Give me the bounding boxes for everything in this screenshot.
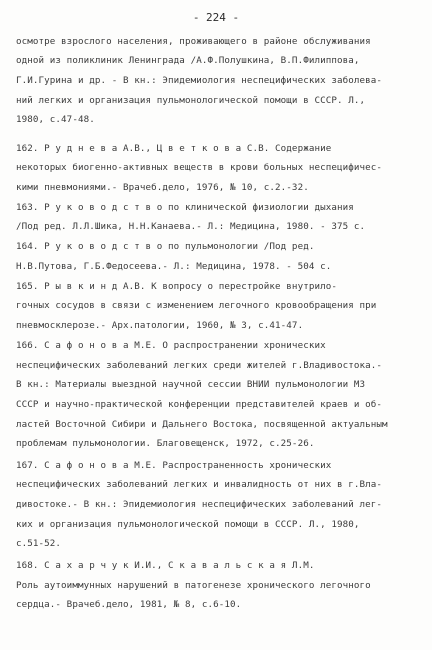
text-line: Роль аутоиммунных нарушений в патогенезе хронического легочного [16, 580, 371, 591]
text-line: В кн.: Материалы выездной научной сессии ВНИИ пульмонологии МЗ [16, 379, 366, 390]
text-line: 1980, с.47-48. [16, 114, 95, 125]
text-line: ких и организация пульмонологической помощи в СССР. Л., 1980, [16, 519, 360, 530]
text-line: Г.И.Гурина и др. - В кн.: Эпидемиология неспецифических заболева- [16, 75, 383, 86]
reference-168-line: 168. С а х а р ч у к И.И., С к а в а л ь с к а я Л.М. [16, 560, 315, 571]
text-line: сердца.- Врачеб.дело, 1981, № 8, с.6-10. [16, 599, 242, 610]
text-line: проблемам пульмонологии. Благовещенск, 1972, с.25-26. [16, 438, 315, 449]
reference-164-line: 164. Р у к о в о д с т в о по пульмонологии /Под ред. [16, 241, 315, 252]
reference-165-line: 165. Р ы в к и н д А.В. К вопросу о перестройке внутрило- [16, 281, 337, 292]
text-line: /Под ред. Л.Л.Шика, Н.Н.Канаева.- Л.: Медицина, 1980. - 375 с. [16, 221, 366, 232]
text-line: гочных сосудов в связи с изменением легочного кровообращения при [16, 300, 377, 311]
reference-167-line: 167. С а ф о н о в а М.Е. Распространенность хронических [16, 460, 332, 471]
text-line: Н.В.Путова, Г.Б.Федосеева.- Л.: Медицина, 1978. - 504 с. [16, 261, 332, 272]
text-line: ний легких и организация пульмонологической помощи в СССР. Л., [16, 95, 366, 106]
text-line: осмотре взрослого населения, проживающего в районе обслуживания [16, 36, 371, 47]
text-line: СССР и научно-практической конференции представителей краев и об- [16, 399, 383, 410]
text-line: ластей Восточной Сибири и Дальнего Востока, посвященной актуальным [16, 419, 388, 430]
reference-166-line: 166. С а ф о н о в а М.Е. О распространении хронических [16, 340, 326, 351]
page-number: - 224 - [192, 11, 240, 24]
text-line: кими пневмониями.- Врачеб.дело, 1976, № 10, с.2.-32. [16, 182, 309, 193]
text-line: неспецифических заболеваний легких среди жителей г.Владивостока.- [16, 360, 383, 371]
text-line: одной из поликлиник Ленинграда /А.Ф.Полушкина, В.П.Филиппова, [16, 55, 360, 66]
text-line: дивостоке.- В кн.: Эпидемиология неспецифических заболеваний лег- [16, 499, 383, 510]
reference-163-line: 163. Р у к о в о д с т в о по клинической физиологии дыхания [16, 202, 354, 213]
reference-162-line: 162. Р у д н е в а А.В., Ц в е т к о в а С.В. Содержание [16, 143, 332, 154]
text-line: с.51-52. [16, 538, 62, 549]
text-line: пневмосклерозе.- Арх.патологии, 1960, № 3, с.41-47. [16, 320, 304, 331]
text-line: неспецифических заболеваний легких и инвалидность от них в г.Вла- [16, 479, 383, 490]
text-line: некоторых биогенно-активных веществ в крови больных неспецифичес- [16, 162, 383, 173]
